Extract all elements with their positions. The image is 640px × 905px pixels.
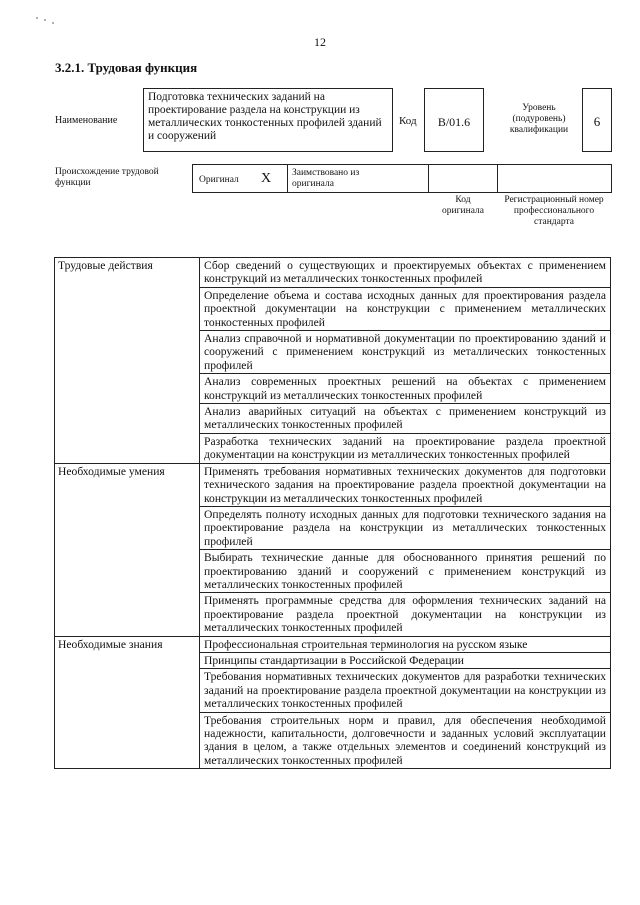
registration-caption: Регистрационный номер профессионального стандарта [504, 195, 604, 227]
table-row [55, 258, 611, 288]
scan-speck [52, 22, 54, 24]
section-title: 3.2.1. Трудовая функция [55, 60, 198, 75]
function-details-table [54, 257, 611, 769]
function-name: Подготовка технических заданий на проектирование раздела на конструкции из металлических тонкостенных профилей зданий и сооружений [148, 91, 382, 142]
scan-speck [36, 17, 38, 19]
table-cell: Разработка технических заданий на проектирование раздела проектной документации на конструкции из металлических тонкостенных профилей [200, 433, 611, 463]
table-cell: Сбор сведений о существующих и проектируемых объектах с применением конструкций из металлических тонкостенных профилей [200, 258, 611, 288]
table-cell: Требования строительных норм и правил, для обеспечения необходимой надежности, капитальности, долговечности и заданных условий эксплуатации здания в целом, а также отдельных элементов и соединений конструкций из металлических тонкостенных профилей [200, 712, 611, 769]
code-box [424, 88, 484, 152]
original-label: Оригинал [199, 175, 239, 185]
table-cell: Определять полноту исходных данных для подготовки технического задания на проектирование раздела на конструкции из металлических тонкостенных профилей [200, 506, 611, 549]
table-cell: Требования нормативных технических документов для разработки технических заданий на проектирование раздела проектной документации на конструкции из металлических тонкостенных профилей [200, 669, 611, 712]
section-title-skills: Необходимые умения [55, 463, 200, 636]
section-title-knowledge: Необходимые знания [55, 636, 200, 769]
original-cell [192, 164, 288, 193]
borrowed-label: Заимствовано из оригинала [292, 168, 360, 189]
original-mark: X [261, 171, 272, 186]
table-cell: Анализ справочной и нормативной документации по проектированию зданий и сооружений с применением конструкций из металлических тонкостенных профилей [200, 331, 611, 374]
function-name-box [143, 88, 393, 152]
table-cell: Анализ аварийных ситуаций на объектах с применением конструкций из металлических тонкостенных профилей [200, 404, 611, 434]
table-cell: Анализ современных проектных решений на объектах с применением конструкций из металлических тонкостенных профилей [200, 374, 611, 404]
table-cell: Выбирать технические данные для обоснованного принятия решений по проектированию зданий и сооружений с применением конструкций из металлических тонкостенных профилей [200, 550, 611, 593]
table-cell: Применять требования нормативных технических документов для подготовки технического задания на проектирование раздела проектной документации на конструкции из металлических тонкостенных профилей [200, 463, 611, 506]
page-number: 12 [314, 35, 326, 49]
code-label: Код [399, 115, 417, 127]
section-title-actions: Трудовые действия [55, 258, 200, 464]
scan-speck [44, 19, 46, 21]
level-box [582, 88, 612, 152]
origin-label: Происхождение трудовой функции [55, 167, 159, 188]
borrowed-cell [287, 164, 429, 193]
registration-number-cell [497, 164, 612, 193]
name-label: Наименование [55, 115, 118, 126]
level-label: Уровень (подуровень) квалификации [509, 103, 569, 135]
code-value: B/01.6 [437, 115, 471, 129]
code-caption: Код оригинала [442, 195, 484, 216]
table-row [55, 463, 611, 506]
table-cell: Профессиональная строительная терминология на русском языке [200, 636, 611, 652]
table-row [55, 636, 611, 652]
table-cell: Определение объема и состава исходных данных для проектирования раздела проектной документации на конструкции с применением металлических тонкостенных профилей [200, 287, 611, 330]
table-cell: Применять программные средства для оформления технических заданий на проектирование раздела проектной документации на конструкции из металлических тонкостенных профилей [200, 593, 611, 636]
table-cell: Принципы стандартизации в Российской Федерации [200, 652, 611, 668]
level-value: 6 [593, 114, 601, 129]
origin-code-cell [428, 164, 498, 193]
